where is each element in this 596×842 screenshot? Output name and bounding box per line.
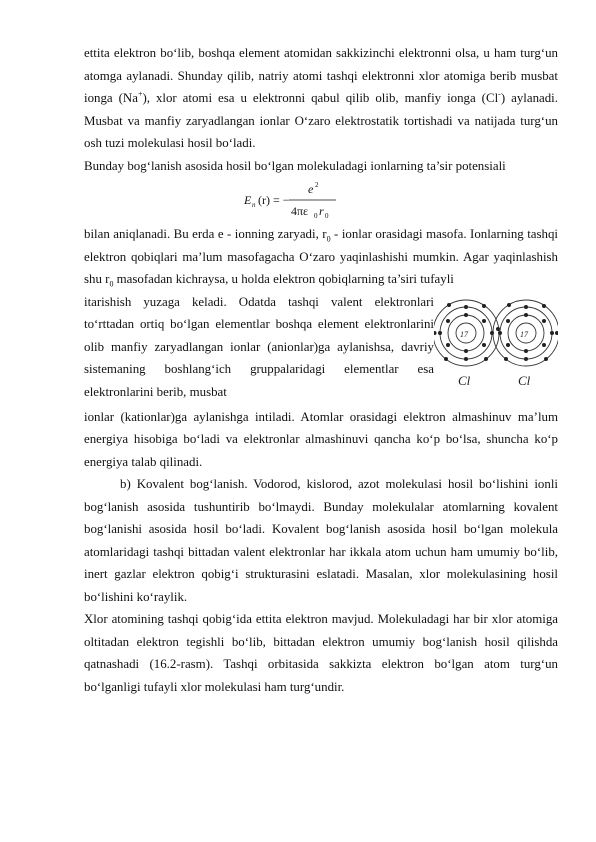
formula-den-sub1: 0 — [325, 212, 329, 220]
text-segment: ), xlor atomi esa u elektronni qabul qilib olib, manfiy ionga (Cl — [142, 91, 499, 105]
superscript: + — [137, 89, 143, 99]
formula-den-sub0: 0 — [314, 212, 318, 220]
paragraph-ionic-formation — [84, 42, 558, 155]
subscript: 0 — [326, 234, 331, 244]
left-nucleus-label: 17 — [460, 329, 468, 339]
text-segment: bilan aniqlanadi. Bu erda e - ionning zaryadi, r — [84, 227, 327, 241]
right-atom-label: Cl — [518, 372, 531, 388]
formula-denominator: 4πε — [291, 204, 309, 218]
superscript: - — [498, 89, 501, 99]
atoms-svg — [434, 291, 558, 401]
paragraph-cations: ionlar (kationlar)ga aylanishga intiladi. Atomlar orasidagi elektron almashinuv ma’lum energiya hisobiga bo‘ladi va elektronlar almashinuvi qancha ko‘p bo‘lsa, shuncha ko‘p energiya talab qilinadi. — [84, 409, 558, 469]
formula-E: E — [244, 193, 252, 207]
paragraph-chlorine: Xlor atomining tashqi qobig‘ida ettita elektron mavjud. Molekuladagi har bir xlor atomiga oltitadan elektron tegishli bo‘lib, bittadan elektron umumiy bog‘lanish hosil qilishda qatnashadi (16.2-rasm). Tashqi orbitasida sakkizta elektron bo‘lgan atom turg‘un bo‘lganligi tufayli xlor molekulasi ham turg‘undir. — [84, 612, 558, 694]
paragraph-definitions — [84, 223, 558, 291]
formula-num-sup: 2 — [315, 181, 319, 189]
potential-formula — [84, 177, 558, 223]
paragraph-anions: itarishish yuzaga keladi. Odatda tashqi valent elektronlari to‘rttadan ortiq bo‘lgan elementlar boshqa element elektronlarini olib manfiy zaryadlangan ionlar (anionlar)ga aylanishsa, davriy sistemaning boshlang‘ich gruppalaridagi elementlar esa elektronlarini berib, musbat — [84, 294, 434, 399]
formula-E-sub: n — [252, 201, 256, 209]
text-segment: ettita elektron bo‘lib, boshqa element atomidan sakkizinchi elektronni olsa, u ham turg‘un atomga aylanadi. Shunday qilib, natriy atomi tashqi elektronni xlor atomiga berib musbat ionga (Na — [84, 46, 558, 105]
document-page — [84, 42, 558, 698]
left-atom-label: Cl — [458, 372, 471, 388]
formula-svg — [84, 177, 558, 223]
formula-den-r: r — [319, 204, 324, 218]
text-segment: ) aylanadi. Musbat va manfiy zaryadlangan ionlar O‘zaro elektrostatik tortishadi va natijada turg‘un osh tuzi molekulasi hosil bo‘ladi. — [84, 91, 558, 150]
paragraph-potential-intro: Bunday bog‘lanish asosida hosil bo‘lgan molekuladagi ionlarning ta’sir potensiali — [84, 158, 506, 173]
formula-lhs-rest: (r) = − — [258, 193, 290, 207]
formula-numerator: e — [308, 182, 314, 196]
text-segment: masofadan kichraysa, u holda elektron qobiqlarning ta’siri tufayli — [113, 272, 454, 286]
chlorine-atoms-figure — [434, 291, 558, 406]
text-segment: - ionlar orasidagi masofa. Ionlarning tashqi elektron qobiqlari ma’lum masofagacha O‘zaro yaqinlashishi mumkin. Agar yaqinlashish shu r — [84, 227, 558, 286]
subscript: 0 — [109, 279, 114, 289]
text-with-figure — [84, 291, 558, 406]
right-nucleus-label: 17 — [520, 329, 528, 339]
paragraph-covalent: b) Kovalent bog‘lanish. Vodorod, kislorod, azot molekulasi hosil bo‘lishini ionli bog‘lanish asosida tushuntirib bo‘lmaydi. Bunday molekulalar atomlarning kovalent bog‘lanishi asosida hosil bo‘ladi. Kovalent bog‘lanish asosida hosil bo‘lgan molekula atomlaridagi tashqi bittadan valent elektronlar har ikkala atom uchun ham umumiy bo‘lib, inert gazlar elektron qobig‘i strukturasini eslatadi. Masalan, xlor molekulasining hosil bo‘lishini ko‘raylik. — [84, 477, 558, 604]
